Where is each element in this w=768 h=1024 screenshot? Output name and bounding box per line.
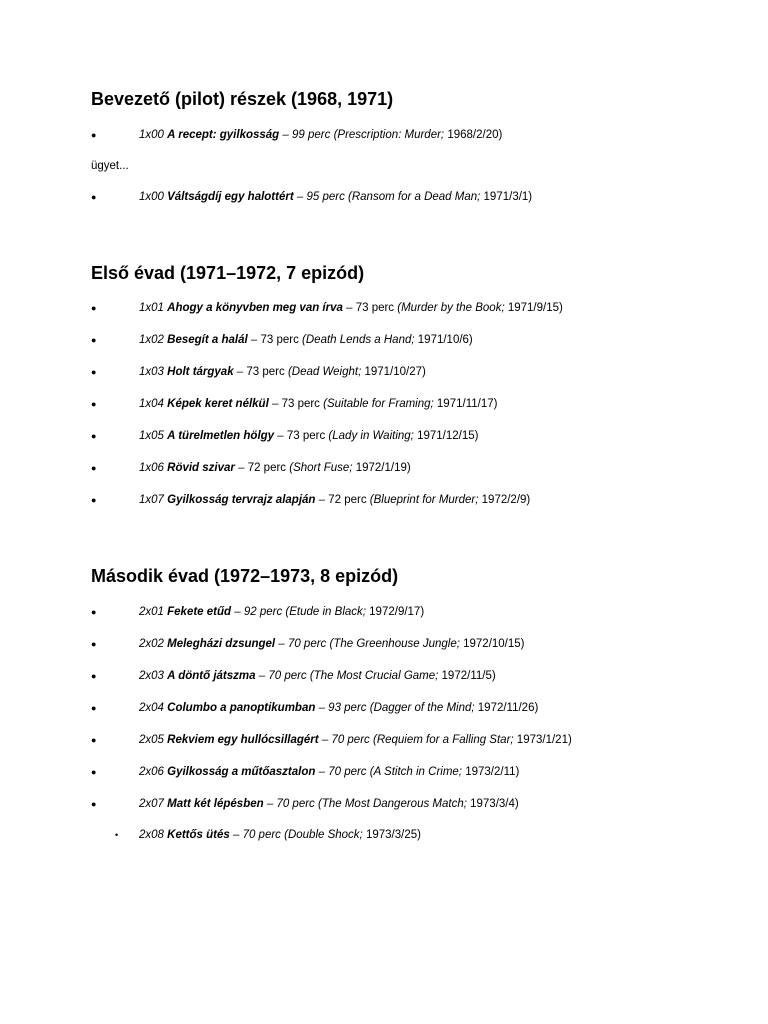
- episode-duration: 73 perc: [355, 302, 395, 314]
- episode-original-title: (The Most Crucial Game;: [309, 670, 439, 682]
- episode-title: Rekviem egy hullócsillagért: [167, 734, 319, 746]
- episode-date: 1973/2/11): [462, 766, 520, 778]
- episode-dash: –: [229, 829, 243, 841]
- episode-duration: 73 perc: [246, 366, 285, 378]
- episode-date: 1972/9/17): [365, 606, 425, 618]
- episode-code: 2x08: [139, 829, 164, 841]
- episode-original-title: (Dead Weight;: [287, 366, 362, 378]
- episode-title: Besegít a halál: [167, 334, 248, 346]
- section-heading-pilot: Bevezető (pilot) részek (1968, 1971): [91, 89, 394, 109]
- episode-date: 1973/3/4): [466, 798, 519, 810]
- episode-original-title: (Ransom for a Dead Man;: [348, 191, 481, 203]
- episode-title: Fekete etűd: [167, 606, 232, 618]
- episode-date: 1971/3/1): [480, 191, 533, 203]
- episode-title: Ahogy a könyvben meg van írva: [167, 302, 343, 314]
- episode-dash: –: [268, 398, 282, 410]
- episode-code: 1x06: [139, 462, 164, 474]
- episode-dash: –: [255, 670, 269, 682]
- episode-original-title: (Lady in Waiting;: [328, 430, 414, 442]
- episode-original-title: (Blueprint for Murder;: [369, 494, 479, 506]
- episode-duration: 70 perc: [287, 638, 327, 650]
- episode-dash: –: [315, 702, 329, 714]
- episode-dash: –: [263, 798, 277, 810]
- episode-title: Matt két lépésben: [167, 798, 264, 810]
- episode-original-title: (Short Fuse;: [289, 462, 353, 474]
- bullet-icon: ●: [91, 607, 97, 617]
- note-text: ügyet...: [91, 160, 129, 172]
- section-heading-season-2: Második évad (1972–1973, 8 epizód): [91, 566, 399, 586]
- episode-title: Váltságdíj egy halottért: [167, 191, 294, 203]
- episode-duration: 73 perc: [281, 398, 320, 410]
- bullet-icon: ●: [91, 463, 97, 473]
- episode-original-title: (Death Lends a Hand;: [302, 334, 415, 346]
- episode-title: A döntő játszma: [167, 670, 256, 682]
- bullet-icon: ●: [91, 703, 97, 713]
- episode-code: 2x03: [139, 670, 164, 682]
- episode-dash: –: [342, 302, 356, 314]
- episode-date: 1971/10/6): [414, 334, 473, 346]
- episode-code: 1x07: [139, 494, 164, 506]
- episode-duration: 92 perc: [243, 606, 283, 618]
- episode-duration: 70 perc: [242, 829, 281, 841]
- episode-duration: 70 perc: [276, 798, 315, 810]
- episode-title: Melegházi dzsungel: [167, 638, 276, 650]
- episode-original-title: (Dagger of the Mind;: [369, 702, 475, 714]
- episode-original-title: (Prescription: Murder;: [333, 129, 445, 141]
- bullet-icon: ●: [91, 639, 97, 649]
- episode-duration: 70 perc: [268, 670, 307, 682]
- episode-code: 1x02: [139, 334, 164, 346]
- bullet-icon: ●: [91, 735, 97, 745]
- episode-dash: –: [274, 430, 287, 442]
- bullet-icon: ●: [91, 399, 97, 409]
- episode-duration: 73 perc: [286, 430, 326, 442]
- episode-title: Columbo a panoptikumban: [167, 702, 316, 714]
- episode-date: 1972/11/5): [438, 670, 496, 682]
- episode-date: 1971/12/15): [413, 430, 479, 442]
- bullet-icon: ●: [91, 495, 97, 505]
- episode-original-title: (The Most Dangerous Match;: [318, 798, 467, 810]
- episode-code: 2x06: [139, 766, 164, 778]
- bullet-icon: ●: [91, 799, 97, 809]
- episode-title: A recept: gyilkosság: [167, 129, 280, 141]
- episode-title: Gyilkosság tervrajz alapján: [167, 494, 316, 506]
- episode-code: 2x01: [139, 606, 164, 618]
- episode-code: 2x05: [139, 734, 164, 746]
- episode-date: 1971/9/15): [504, 302, 563, 314]
- episode-code: 1x05: [139, 430, 164, 442]
- bullet-icon: ●: [91, 431, 97, 441]
- episode-dash: –: [279, 129, 292, 141]
- episode-code: 2x07: [139, 798, 164, 810]
- episode-original-title: (The Greenhouse Jungle;: [329, 638, 460, 650]
- episode-date: 1973/1/21): [513, 734, 572, 746]
- episode-dash: –: [315, 766, 329, 778]
- episode-dash: –: [247, 334, 261, 346]
- episode-dash: –: [293, 191, 307, 203]
- episode-code: 1x04: [139, 398, 164, 410]
- episode-code: 1x00: [139, 191, 164, 203]
- episode-code: 1x01: [139, 302, 164, 314]
- episode-original-title: (Murder by the Book;: [397, 302, 505, 314]
- episode-dash: –: [234, 462, 248, 474]
- episode-date: 1972/1/19): [352, 462, 411, 474]
- section-heading-season-1: Első évad (1971–1972, 7 epizód): [91, 263, 365, 283]
- bullet-icon: ●: [91, 671, 97, 681]
- episode-duration: 93 perc: [328, 702, 367, 714]
- episode-code: 1x03: [139, 366, 164, 378]
- episode-duration: 73 perc: [260, 334, 299, 346]
- episode-dash: –: [315, 494, 329, 506]
- episode-original-title: (Suitable for Framing;: [323, 398, 434, 410]
- bullet-icon: •: [115, 830, 119, 840]
- bullet-icon: ●: [91, 335, 97, 345]
- episode-date: 1972/2/9): [478, 494, 531, 506]
- bullet-icon: ●: [91, 130, 97, 140]
- episode-date: 1968/2/20): [444, 129, 503, 141]
- episode-title: Kettős ütés: [167, 829, 230, 841]
- episode-original-title: (Etude in Black;: [285, 606, 366, 618]
- episode-date: 1973/3/25): [362, 829, 421, 841]
- episode-code: 1x00: [139, 129, 164, 141]
- bullet-icon: ●: [91, 367, 97, 377]
- episode-dash: –: [231, 606, 244, 618]
- episode-code: 2x02: [139, 638, 164, 650]
- episode-title: A türelmetlen hölgy: [167, 430, 275, 442]
- episode-original-title: (Double Shock;: [284, 829, 363, 841]
- episode-title: Képek keret nélkül: [167, 398, 269, 410]
- bullet-icon: ●: [91, 303, 97, 313]
- episode-duration: 99 perc: [292, 129, 331, 141]
- episode-duration: 72 perc: [328, 494, 367, 506]
- episode-code: 2x04: [139, 702, 164, 714]
- bullet-icon: ●: [91, 767, 97, 777]
- episode-dash: –: [233, 366, 247, 378]
- episode-dash: –: [318, 734, 332, 746]
- bullet-icon: ●: [91, 192, 97, 202]
- episode-date: 1971/10/27): [361, 366, 426, 378]
- episode-duration: 72 perc: [247, 462, 287, 474]
- episode-duration: 70 perc: [331, 734, 370, 746]
- episode-original-title: (Requiem for a Falling Star;: [372, 734, 514, 746]
- episode-duration: 95 perc: [306, 191, 345, 203]
- episode-date: 1972/11/26): [474, 702, 539, 714]
- episode-duration: 70 perc: [328, 766, 367, 778]
- episode-title: Holt tárgyak: [167, 366, 234, 378]
- episode-date: 1971/11/17): [433, 398, 498, 410]
- episode-title: Gyilkosság a műtőasztalon: [167, 766, 316, 778]
- episode-original-title: (A Stitch in Crime;: [369, 766, 462, 778]
- episode-title: Rövid szivar: [167, 462, 235, 474]
- episode-dash: –: [275, 638, 288, 650]
- episode-date: 1972/10/15): [459, 638, 525, 650]
